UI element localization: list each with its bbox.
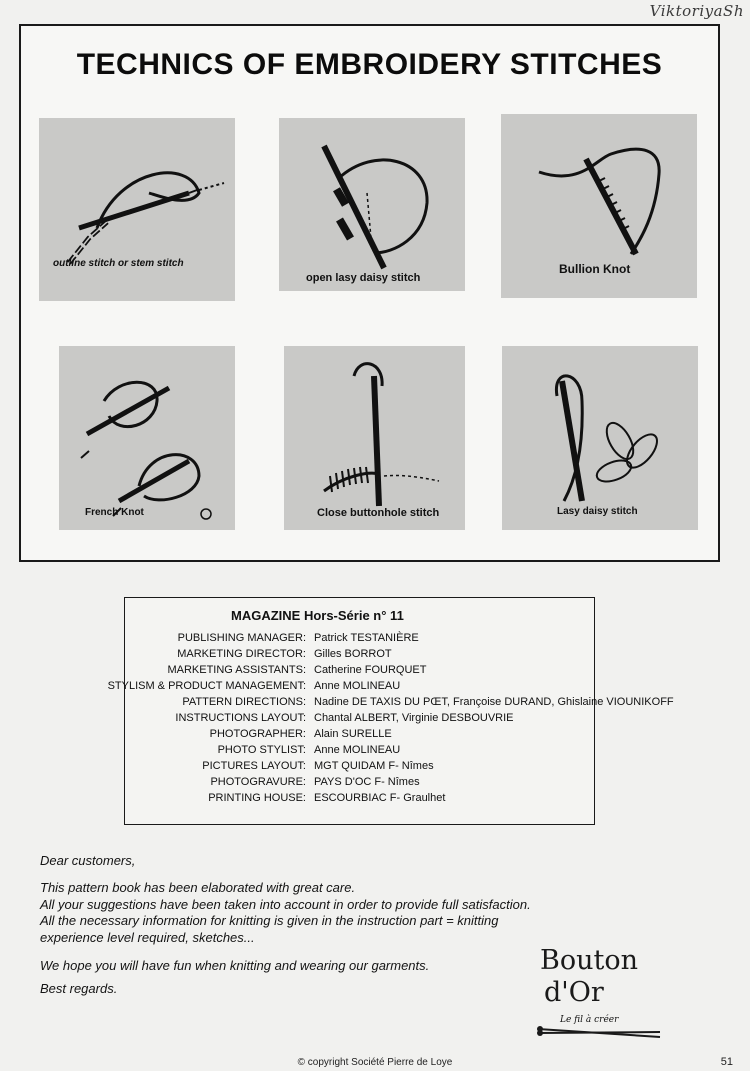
- logo-tagline: Le fil à créer: [560, 1015, 619, 1025]
- credit-label: PHOTOGRAVURE:: [210, 776, 306, 788]
- credit-label: PATTERN DIRECTIONS:: [182, 696, 306, 708]
- stitch-panel-close-buttonhole: [284, 346, 465, 530]
- watermark: ViktoriyaSh: [649, 2, 744, 20]
- stitch-label-close-buttonhole: Close buttonhole stitch: [317, 507, 440, 519]
- credit-row: [125, 790, 594, 806]
- credit-value: Gilles BORROT: [314, 648, 392, 660]
- letter-line: This pattern book has been elaborated with great care.: [40, 880, 356, 895]
- brand-logo: [530, 945, 670, 1045]
- stitch-label-french-knot: French Knot: [85, 507, 144, 518]
- logo-line-1: Bouton: [540, 945, 638, 976]
- credit-label: PHOTO STYLIST:: [217, 744, 306, 756]
- stitch-label-outline: outline stitch or stem stitch: [53, 258, 184, 269]
- credit-row: [125, 630, 594, 646]
- credit-row: [125, 758, 594, 774]
- stitch-label-lazy-daisy: Lasy daisy stitch: [557, 506, 638, 517]
- stitches-frame: [19, 24, 720, 562]
- credit-value: Anne MOLINEAU: [314, 744, 401, 756]
- open-lazy-daisy-illustration: [279, 118, 465, 291]
- credit-value: Alain SURELLE: [314, 728, 392, 740]
- credit-value: PAYS D'OC F- Nîmes: [314, 776, 420, 788]
- credit-value: MGT QUIDAM F- Nîmes: [314, 760, 434, 772]
- letter-line: All your suggestions have been taken into account in order to provide full satisfaction.: [40, 897, 531, 912]
- letter-line: All the necessary information for knitting is given in the instruction part = knitting: [40, 913, 499, 928]
- credit-value: Patrick TESTANIÈRE: [314, 632, 419, 644]
- stitch-panel-french-knot: [59, 346, 235, 530]
- credit-row: [125, 774, 594, 790]
- credit-value: ESCOURBIAC F- Graulhet: [314, 792, 446, 804]
- credit-label: PUBLISHING MANAGER:: [177, 632, 306, 644]
- stitch-panel-open-lazy-daisy: [279, 118, 465, 291]
- stitch-label-open-lazy-daisy: open lasy daisy stitch: [306, 272, 421, 284]
- credits-box: [107, 597, 674, 825]
- stitch-label-bullion: Bullion Knot: [559, 262, 631, 276]
- credit-row: [125, 646, 594, 662]
- credit-label: PICTURES LAYOUT:: [202, 760, 306, 772]
- page-number: 51: [720, 1056, 733, 1068]
- credit-row: [125, 710, 594, 726]
- credit-row: [125, 726, 594, 742]
- page-title: TECHNICS OF EMBROIDERY STITCHES: [76, 48, 663, 81]
- credit-label: STYLISM & PRODUCT MANAGEMENT:: [107, 680, 306, 692]
- credits-heading: MAGAZINE Hors-Série n° 11: [231, 608, 404, 623]
- letter-greeting: Dear customers,: [40, 853, 136, 868]
- lazy-daisy-illustration: [502, 346, 698, 530]
- close-buttonhole-illustration: [284, 346, 465, 530]
- stitch-panel-outline: [39, 118, 235, 301]
- credit-row: [125, 742, 594, 758]
- credit-value: Anne MOLINEAU: [314, 680, 401, 692]
- credit-value: Nadine DE TAXIS DU PŒT, Françoise DURAND, Ghislaine VIOUNIKOFF: [314, 696, 674, 708]
- credit-label: INSTRUCTIONS LAYOUT:: [175, 712, 306, 724]
- knitting-needles-icon: [530, 945, 670, 1045]
- credit-row: [125, 694, 674, 710]
- french-knot-illustration: [59, 346, 235, 530]
- credit-value: Chantal ALBERT, Virginie DESBOUVRIE: [314, 712, 514, 724]
- credit-value: Catherine FOURQUET: [314, 664, 427, 676]
- footer-copyright: © copyright Société Pierre de Loye: [297, 1057, 453, 1068]
- letter-line: We hope you will have fun when knitting and wearing our garments.: [40, 958, 430, 973]
- credit-label: PHOTOGRAPHER:: [209, 728, 306, 740]
- letter-line: experience level required, sketches...: [40, 930, 255, 945]
- logo-line-2: d'Or: [544, 977, 604, 1008]
- stitch-panel-lazy-daisy: [502, 346, 698, 530]
- credit-label: PRINTING HOUSE:: [208, 792, 306, 804]
- credit-label: MARKETING ASSISTANTS:: [167, 664, 306, 676]
- credit-row: [125, 662, 594, 678]
- credit-label: MARKETING DIRECTOR:: [177, 648, 306, 660]
- credit-row: [107, 678, 594, 694]
- outline-stitch-illustration: [39, 118, 235, 301]
- stitch-panel-bullion: [501, 114, 697, 298]
- letter-line: Best regards.: [40, 981, 118, 996]
